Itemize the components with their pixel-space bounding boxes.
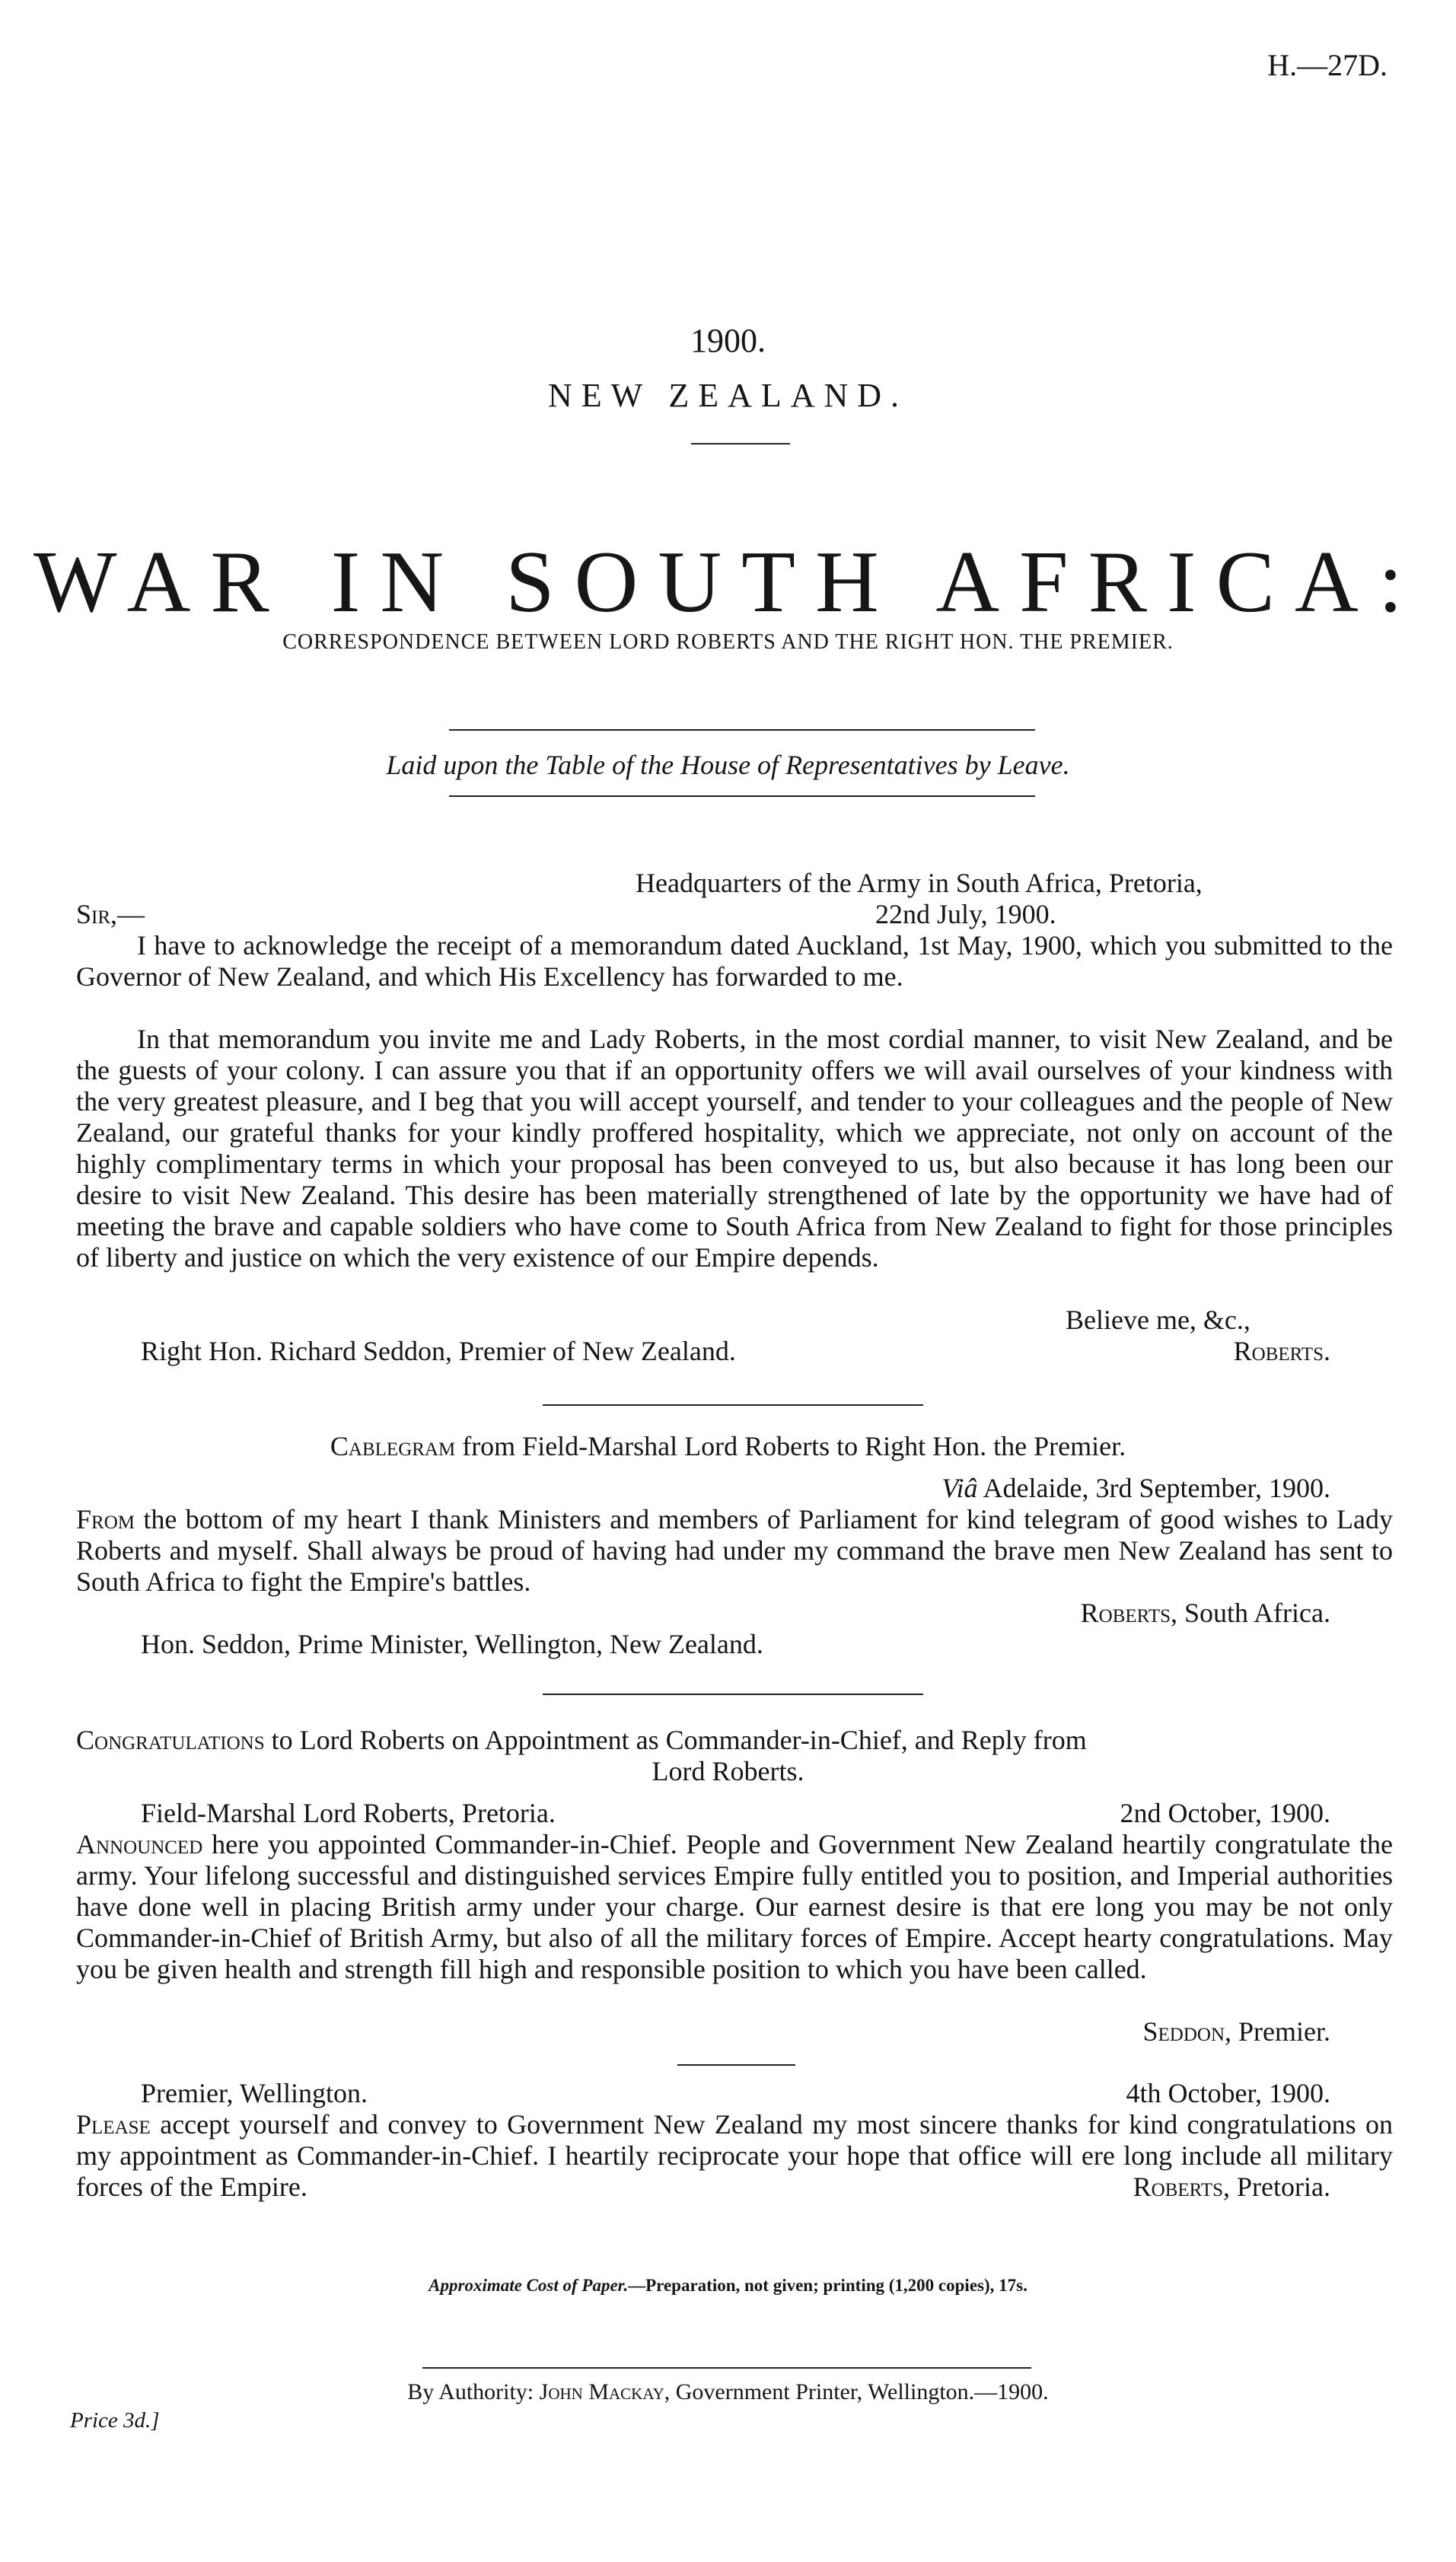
cablegram-body-text: the bottom of my heart I thank Ministers and members of Parliament for kind telegram of good wishes to Lady Roberts and myself. Shall always be proud of having had under my command the brave men New Zealand has sent to South Africa to fight the Empire's battles.: [76, 1504, 1393, 1597]
via-word: Viâ: [941, 1473, 978, 1503]
authority-line: [0, 2379, 1456, 2405]
cablegram-heading-lead: Cablegram: [330, 1431, 456, 1461]
congratulations-signature-name: Seddon: [1142, 2016, 1225, 2047]
price: Price 3d.]: [70, 2408, 160, 2433]
congratulations-signature: [1143, 2016, 1331, 2047]
cablegram-heading-text: from Field-Marshal Lord Roberts to Right Hon. the Premier.: [455, 1431, 1126, 1461]
cost-note: [0, 2276, 1456, 2296]
salutation: Sir,—: [76, 899, 145, 929]
letter-addressee: Right Hon. Richard Seddon, Premier of New Zealand.: [141, 1336, 736, 1366]
reply-body-text: accept yourself and convey to Government New Zealand my most sincere thanks for kind congratulations on my appointment as Commander-in-Chief. I heartily reciprocate your hope that office will ere long include all military forces of the Empire.: [76, 2109, 1393, 2202]
section-rule-3: [677, 2064, 795, 2066]
authority-detail: , Government Printer, Wellington.—1900.: [664, 2379, 1049, 2404]
reference-number: H.—27: [1267, 48, 1359, 82]
laid-notice: Laid upon the Table of the House of Representatives by Leave.: [386, 750, 1070, 780]
reply-signature-place: , Pretoria.: [1223, 2172, 1330, 2202]
cablegram-heading: [0, 1431, 1456, 1462]
reply-date: 4th October, 1900.: [1126, 2078, 1330, 2108]
letter-paragraph-1: I have to acknowledge the receipt of a memorandum dated Auckland, 1st May, 1900, which you submitted to the Governor of New Zealand, and which His Excellency has forwarded to me.: [76, 930, 1393, 992]
cablegram-signature-name: Roberts: [1080, 1598, 1171, 1628]
cablegram-signature: [1081, 1598, 1330, 1629]
letter-closing: Believe me, &c.,: [1066, 1305, 1251, 1335]
reply-signature-name: Roberts: [1133, 2172, 1224, 2202]
letter-paragraph-2: In that memorandum you invite me and Lady Roberts, in the most cordial manner, to visit New Zealand, and be the guests of your colony. I can assure you that if an opportunity offers we will avail ourselves of your kindness with the very greatest pleasure, and I beg that you will accept yourself, and tender to your colleagues and the people of New Zealand, our grateful thanks for your kindly proffered hospitality, which we appreciate, not only on account of the highly complimentary terms in which your proposal has been conveyed to us, but also because it has long been our desire to visit New Zealand. This desire has been materially strengthened of late by the opportunity we have had of meeting the brave and capable soldiers who have come to South Africa from New Zealand to fight for those principles of liberty and justice on which the very existence of our Empire depends.: [76, 1024, 1393, 1273]
congratulations-date: 2nd October, 1900.: [1120, 1798, 1330, 1828]
main-title: WAR IN SOUTH AFRICA:: [33, 534, 1423, 631]
congratulations-body: [76, 1829, 1393, 1985]
congratulations-signature-title: , Premier.: [1225, 2016, 1330, 2047]
congratulations-address: Field-Marshal Lord Roberts, Pretoria.: [141, 1798, 556, 1828]
cablegram-body-lead: From: [76, 1504, 135, 1534]
title-rule: [691, 443, 790, 445]
reply-signature: [1133, 2172, 1330, 2203]
footer-rule: [422, 2367, 1031, 2369]
authority-prefix: By Authority:: [407, 2379, 540, 2404]
country: NEW ZEALAND.: [547, 377, 909, 414]
cost-label: Approximate Cost of Paper.: [429, 2276, 629, 2295]
section-rule-1: [543, 1404, 923, 1406]
letter-address: Headquarters of the Army in South Africa, Pretoria,: [636, 868, 1203, 898]
cablegram-via: [941, 1473, 1330, 1504]
printer-name: John Mackay: [539, 2379, 664, 2404]
congratulations-heading-text: to Lord Roberts on Appointment as Commander-in-Chief, and Reply from: [264, 1725, 1087, 1755]
year: 1900.: [690, 322, 766, 359]
letter-date: 22nd July, 1900.: [875, 899, 1056, 929]
cablegram-signature-place: , South Africa.: [1171, 1598, 1330, 1628]
cost-detail: —Preparation, not given; printing (1,200 copies), 17s.: [628, 2276, 1027, 2295]
subtitle: CORRESPONDENCE BETWEEN LORD ROBERTS AND THE RIGHT HON. THE PREMIER.: [282, 630, 1174, 654]
via-detail: Adelaide, 3rd September, 1900.: [977, 1473, 1330, 1503]
cablegram-addressee: Hon. Seddon, Prime Minister, Wellington, New Zealand.: [141, 1629, 763, 1659]
congratulations-body-text: here you appointed Commander-in-Chief. People and Government New Zealand heartily congratulate the army. Your lifelong successful and distinguished services Empire fully entitled you to position, and Imperial authorities have done well in placing British army under your charge. Our earnest desire is that ere long you may be not only Commander-in-Chief of British Army, but also of all the military forces of Empire. Accept hearty congratulations. May you be given health and strength fill high and responsible position to which you have been called.: [76, 1829, 1393, 1984]
laid-rule-top: [449, 729, 1035, 731]
reply-address: Premier, Wellington.: [141, 2078, 368, 2108]
cablegram-body: [76, 1504, 1393, 1598]
letter-signature: Roberts.: [1233, 1336, 1330, 1366]
section-rule-2: [543, 1694, 923, 1695]
reference-suffix: D.: [1358, 48, 1388, 82]
congratulations-heading-lead: Congratulations: [76, 1725, 265, 1755]
congratulations-body-lead: Announced: [76, 1829, 203, 1859]
congratulations-heading-line2: Lord Roberts.: [652, 1756, 804, 1786]
reply-body-lead: Please: [76, 2109, 151, 2140]
laid-rule-bottom: [449, 795, 1035, 797]
congratulations-heading: [76, 1725, 1393, 1756]
page-reference: [1267, 47, 1388, 83]
